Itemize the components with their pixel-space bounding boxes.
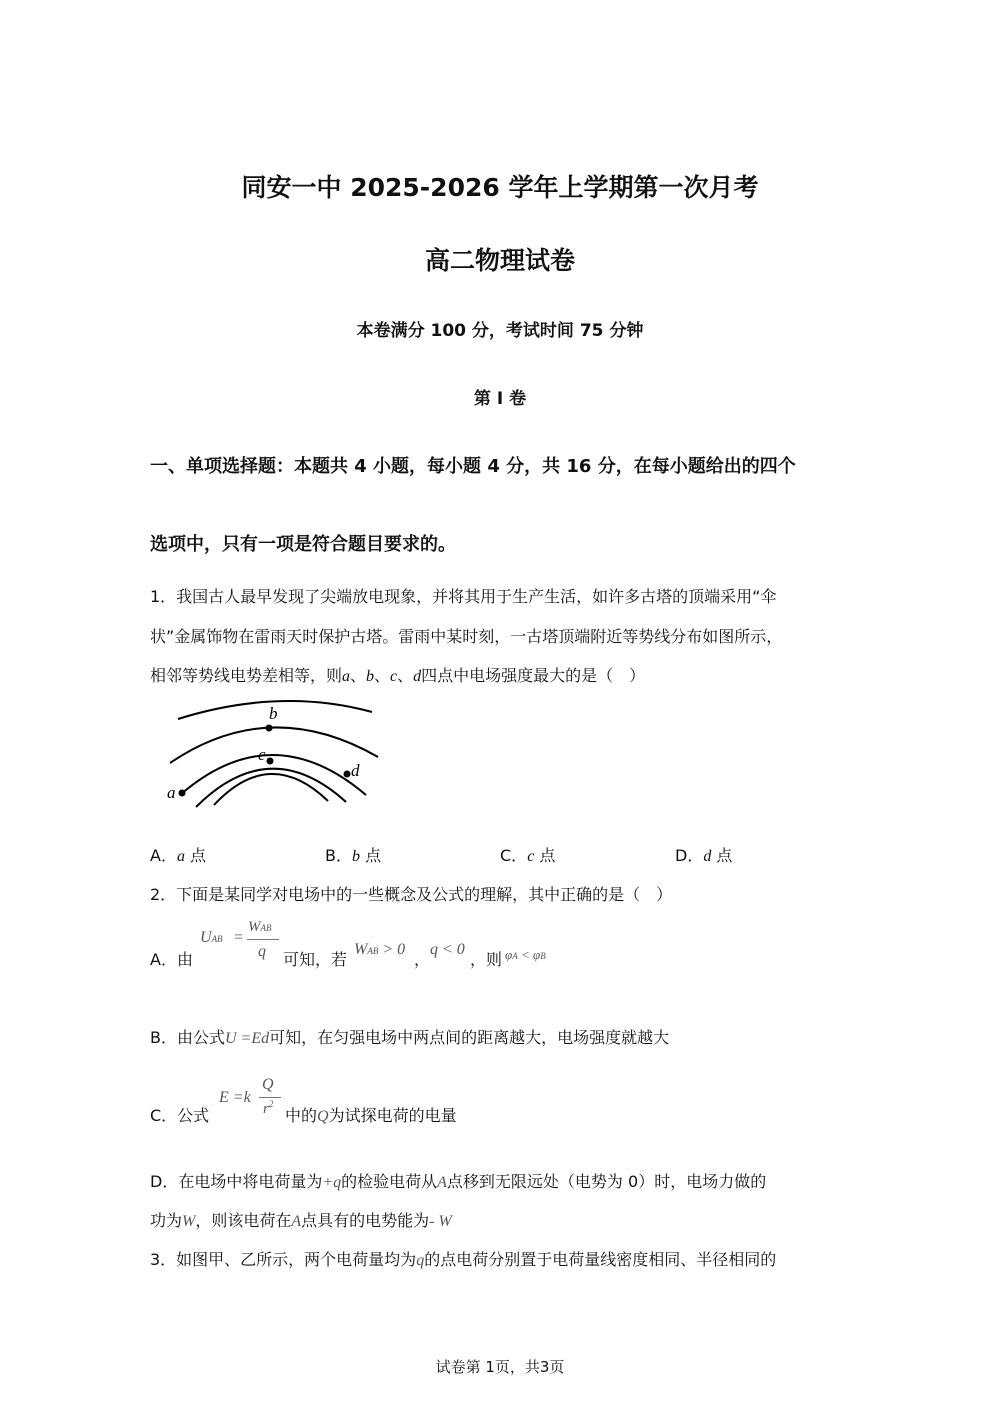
q1-option-b[interactable]: B．b 点 bbox=[325, 846, 382, 865]
q2-option-d[interactable]: D．在电场中将电荷量为+q的检验电荷从A点移到无限远处（电势为 0）时，电场力做的 bbox=[150, 1172, 767, 1191]
formula-q: q bbox=[258, 943, 266, 960]
formula-ek: E =k bbox=[219, 1089, 251, 1106]
q1-option-a[interactable]: A．a 点 bbox=[150, 846, 207, 865]
exam-info: 本卷满分 100 分，考试时间 75 分钟 bbox=[356, 321, 644, 341]
label-a: a bbox=[167, 783, 176, 802]
q2-a-text1: 可知，若 bbox=[283, 950, 348, 969]
formula-wab: WAB bbox=[248, 919, 272, 935]
q1-line3-post: 四点中电场强度最大的是（ ） bbox=[421, 666, 646, 685]
q2-a-comma: ， bbox=[414, 950, 431, 969]
q3-stem: 3．如图甲、乙所示，两个电荷量均为q的点电荷分别置于电荷量线密度相同、半径相同的 bbox=[150, 1250, 777, 1269]
formula-Q: Q bbox=[262, 1076, 274, 1093]
label-c: c bbox=[258, 745, 266, 764]
cond-q: q < 0 bbox=[430, 941, 465, 958]
point-d bbox=[344, 771, 351, 778]
q1-var-d: d bbox=[413, 668, 422, 685]
equipotential-figure bbox=[150, 695, 390, 820]
q2-stem: 2．下面是某同学对电场中的一些概念及公式的理解，其中正确的是（ ） bbox=[150, 885, 673, 904]
section-heading-line2: 选项中，只有一项是符合题目要求的。 bbox=[150, 534, 456, 555]
q1-option-c[interactable]: C．c 点 bbox=[500, 846, 556, 865]
label-b: b bbox=[269, 704, 278, 723]
cond-wab: WAB > 0 bbox=[354, 941, 406, 958]
equipotential-line-2 bbox=[170, 727, 378, 763]
exam-title: 同安一中 2025-2026 学年上学期第一次月考 bbox=[241, 173, 759, 202]
q1-var-a: a bbox=[342, 668, 351, 685]
q1-line1: 1．我国古人最早发现了尖端放电现象，并将其用于生产生活，如许多古塔的顶端采用“伞 bbox=[150, 587, 777, 606]
q2-option-a[interactable]: A．由 bbox=[150, 950, 193, 969]
formula-r2: $r^2$ bbox=[263, 1099, 274, 1117]
page-footer: 试卷第 1页，共3页 bbox=[435, 1358, 565, 1376]
q1-option-d[interactable]: D．d 点 bbox=[675, 846, 733, 865]
exam-subject: 高二物理试卷 bbox=[424, 246, 575, 275]
volume-label: 第 I 卷 bbox=[473, 389, 527, 409]
point-a bbox=[179, 790, 186, 797]
q1-sep: 、 bbox=[397, 666, 414, 685]
q2-option-c[interactable]: C．公式 bbox=[150, 1106, 210, 1125]
point-c bbox=[267, 758, 274, 765]
label-d: d bbox=[351, 761, 360, 780]
fraction-bar bbox=[259, 1097, 281, 1098]
formula-uab: UAB bbox=[200, 929, 223, 946]
q1-line3-pre: 相邻等势线电势差相等，则 bbox=[150, 666, 343, 685]
q2-option-b[interactable]: B．由公式U =Ed可知，在匀强电场中两点间的距离越大，电场强度就越大 bbox=[150, 1028, 670, 1047]
formula-eq: = bbox=[233, 929, 244, 946]
section-heading-line1: 一、单项选择题：本题共 4 小题，每小题 4 分，共 16 分，在每小题给出的四个 bbox=[150, 456, 796, 477]
q2-c-text: 中的Q为试探电荷的电量 bbox=[285, 1106, 457, 1125]
q2-option-d-line2: 功为W，则该电荷在A点具有的电势能为- W bbox=[150, 1211, 452, 1230]
q2-a-then: ，则 bbox=[470, 950, 503, 969]
q1-sep: 、 bbox=[350, 666, 367, 685]
fraction-bar bbox=[247, 939, 279, 940]
cond-phi: φA < φB bbox=[505, 947, 546, 962]
point-b bbox=[266, 725, 273, 732]
q1-sep: 、 bbox=[374, 666, 391, 685]
q1-var-c: c bbox=[390, 668, 398, 685]
q1-line3 bbox=[150, 663, 645, 686]
q1-var-b: b bbox=[366, 668, 375, 685]
q1-line2: 状”金属饰物在雷雨天时保护古塔。雷雨中某时刻，一古塔顶端附近等势线分布如图所示， bbox=[150, 627, 783, 646]
